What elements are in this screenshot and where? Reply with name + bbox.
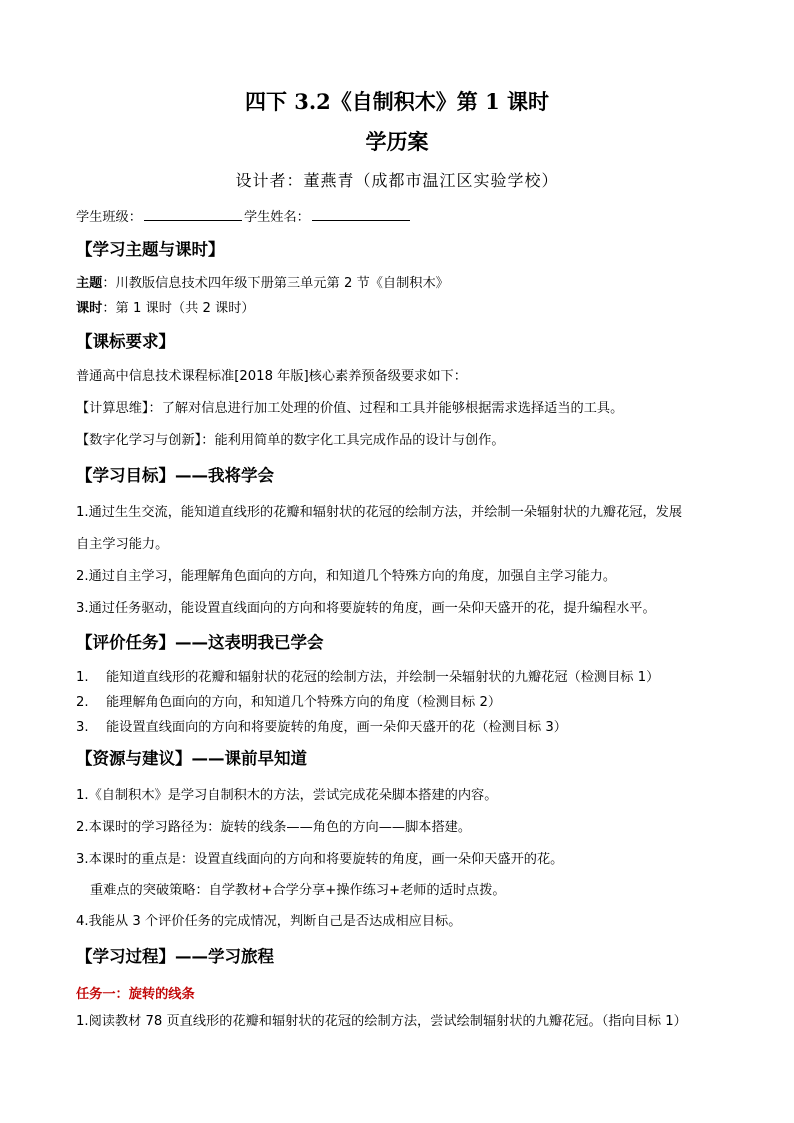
resource-item-2: 2.本课时的学习路径为：旋转的线条——角色的方向——脚本搭建。 bbox=[76, 820, 472, 835]
student-class-label: 学生班级： bbox=[76, 210, 142, 225]
student-info-row bbox=[76, 206, 412, 225]
student-name-blank[interactable] bbox=[312, 208, 410, 221]
goal-3: 3.通过任务驱动，能设置直线面向的方向和将要旋转的角度，画一朵仰天盛开的花，提升编程水平。 bbox=[76, 601, 656, 616]
period-text: ：第 1 课时（共 2 课时） bbox=[102, 301, 255, 316]
resource-item-4: 4.我能从 3 个评价任务的完成情况，判断自己是否达成相应目标。 bbox=[76, 914, 462, 929]
task-1-item-1: 1.阅读教材 78 页直线形的花瓣和辐射状的花冠的绘制方法，尝试绘制辐射状的九瓣花冠。（指向目标 1） bbox=[76, 1014, 687, 1029]
section-heading-resources: 【资源与建议】——课前早知道 bbox=[76, 749, 307, 768]
topic-label: 主题 bbox=[76, 276, 103, 291]
topic-text: ：川教版信息技术四年级下册第三单元第 2 节《自制积木》 bbox=[102, 276, 449, 291]
section-heading-goals: 【学习目标】——我将学会 bbox=[76, 466, 274, 485]
designer-line: 设计者：董燕青（成都市温江区实验学校） bbox=[235, 171, 559, 190]
standard-item-1: 【计算思维】：了解对信息进行加工处理的价值、过程和工具并能够根据需求选择适当的工具。 bbox=[76, 401, 624, 416]
goal-1-line-2: 自主学习能力。 bbox=[76, 537, 169, 552]
standard-intro: 普通高中信息技术课程标准[2018 年版]核心素养预备级要求如下： bbox=[76, 369, 467, 384]
assessment-item-3: 3. 能设置直线面向的方向和将要旋转的角度，画一朵仰天盛开的花（检测目标 3） bbox=[76, 720, 567, 735]
student-class-blank[interactable] bbox=[144, 208, 242, 221]
document-title: 四下 3.2《自制积木》第 1 课时 bbox=[244, 89, 550, 114]
document-subtitle: 学历案 bbox=[365, 129, 429, 154]
goal-1-line-1: 1.通过生生交流，能知道直线形的花瓣和辐射状的花冠的绘制方法，并绘制一朵辐射状的九瓣花冠，发展 bbox=[76, 505, 683, 520]
section-heading-process: 【学习过程】——学习旅程 bbox=[76, 947, 274, 966]
resource-item-3: 3.本课时的重点是：设置直线面向的方向和将要旋转的角度，画一朵仰天盛开的花。 bbox=[76, 852, 564, 867]
theme-period bbox=[76, 297, 255, 316]
assessment-item-1: 1. 能知道直线形的花瓣和辐射状的花冠的绘制方法，并绘制一朵辐射状的九瓣花冠（检测目标 1） bbox=[76, 670, 660, 685]
period-label: 课时 bbox=[76, 301, 103, 316]
theme-topic bbox=[76, 272, 449, 291]
task-1-title: 任务一：旋转的线条 bbox=[76, 987, 195, 1002]
student-name-label: 学生姓名： bbox=[243, 210, 310, 225]
standard-item-2: 【数字化学习与创新】：能利用简单的数字化工具完成作品的设计与创作。 bbox=[76, 433, 505, 448]
section-heading-theme: 【学习主题与课时】 bbox=[76, 240, 225, 259]
goal-2: 2.通过自主学习，能理解角色面向的方向，和知道几个特殊方向的角度，加强自主学习能力。 bbox=[76, 569, 617, 584]
assessment-item-2: 2. 能理解角色面向的方向，和知道几个特殊方向的角度（检测目标 2） bbox=[76, 695, 502, 710]
resource-item-3-strategy: 重难点的突破策略：自学教材+合学分享+操作练习+老师的适时点拨。 bbox=[90, 883, 506, 898]
resource-item-1: 1.《自制积木》是学习自制积木的方法，尝试完成花朵脚本搭建的内容。 bbox=[76, 788, 498, 803]
section-heading-assessment: 【评价任务】——这表明我已学会 bbox=[76, 633, 324, 652]
section-heading-standard: 【课标要求】 bbox=[76, 332, 175, 351]
